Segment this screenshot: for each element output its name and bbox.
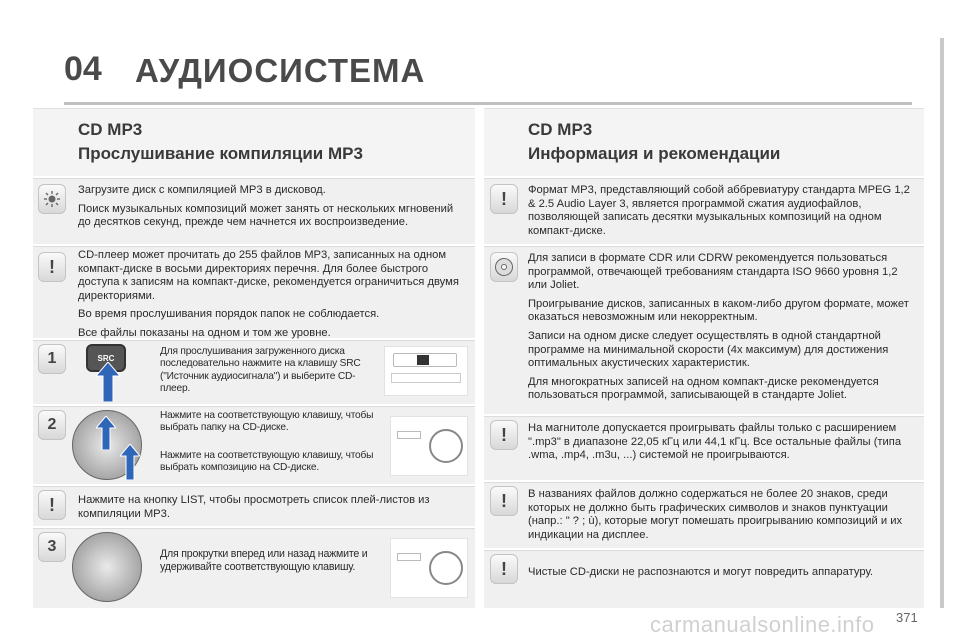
blue-arrow-icon (120, 444, 140, 480)
right-section-header (484, 108, 924, 176)
radio-panel-illustration-2 (390, 416, 468, 476)
exclamation-icon: ! (490, 420, 518, 450)
paragraph: CD-плеер может прочитать до 255 файлов MP3, записанных на одном компакт-диске в восьми директориях перечня. Для более быстрого доступа к записям на компакт-диске, рекомендуется ограничиться двумя директориями. (78, 249, 459, 302)
exclamation-icon: ! (490, 184, 518, 214)
text-step-1: Для прослушивания загруженного диска последовательно нажмите на клавишу SRC ("Источник аудиосигнала") и выберите CD-плеер. (160, 346, 361, 395)
navigation-dial-illustration (72, 532, 142, 602)
text-files-limits (78, 249, 463, 346)
paragraph: Проигрывание дисков, записанных в каком-либо другом формате, может оказаться невозможным или некорректным. (528, 297, 909, 324)
radio-panel-illustration-3 (390, 538, 468, 598)
paragraph: Все файлы показаны на одном и том же уровне. (78, 326, 331, 339)
exclamation-icon: ! (490, 486, 518, 516)
step-number-badge: 2 (38, 410, 66, 440)
blue-arrow-icon (96, 416, 116, 450)
chapter-number: 04 (64, 50, 102, 88)
left-section-title-line2: Прослушивание компиляции MP3 (78, 144, 363, 163)
text-recording (528, 252, 918, 408)
text-filenames: В названиях файлов должно содержаться не более 20 знаков, среди которых не должно быть графических символов и знаков пунктуации (напр.: " ? ; ù), которые могут помешать проигрыванию композиций и их индикации на дисплее. (528, 488, 903, 541)
right-section-title-line1: CD MP3 (528, 120, 593, 139)
watermark: carmanualsonline.info (650, 612, 875, 637)
step-number-badge: 3 (38, 532, 66, 562)
text-step-2b: Нажмите на соответствующую клавишу, чтобы выбрать композицию на CD-диске. (160, 450, 374, 474)
text-step-3: Для прокрутки вперед или назад нажмите и удерживайте соответствующую клавишу. (160, 548, 368, 573)
paragraph: Для записи в формате CDR или CDRW рекомендуется пользоваться программой, отвечающей требованиям стандарта ISO 9660 уровня 1,2 или Joliet. (528, 252, 898, 292)
radio-panel-illustration-1 (384, 346, 468, 396)
exclamation-icon: ! (38, 490, 66, 520)
cd-disc-icon (490, 252, 518, 282)
blue-arrow-icon (96, 362, 130, 402)
page-edge-bar (940, 38, 944, 608)
left-section-header (33, 108, 475, 176)
text-list-button: Нажмите на кнопку LIST, чтобы просмотреть список плей-листов из компиляции MP3. (78, 494, 430, 520)
left-section-title-line1: CD MP3 (78, 120, 143, 139)
header-divider (64, 102, 912, 105)
paragraph: Записи на одном диске следует осуществлять в одной стандартной программе на минимальной скорости (4x максимум) для достижения оптимальных акустических характеристик. (528, 329, 889, 370)
text-mp3-format: Формат MP3, представляющий собой аббревиатуру стандарта MPEG 1,2 & 2.5 Audio Layer 3, является программой сжатия аудиофайлов, позволяющей записать десятки музыкальных композиций на одном компакт-диске. (528, 184, 910, 237)
text-extensions: На магнитоле допускается проигрывать файлы только с расширением ".mp3" в диапазоне 22,05 кГц или 44,1 кГц. Все остальные файлы (типа .wma, .mp4, .m3u, ...) системой не проигрываются. (528, 422, 902, 462)
text-load-disc (78, 184, 463, 235)
exclamation-icon: ! (38, 252, 66, 282)
src-key-illustration: SRC (86, 344, 126, 372)
text-blank-cd: Чистые CD-диски не распознаются и могут повредить аппаратуру. (528, 566, 874, 578)
step-number-badge: 1 (38, 344, 66, 374)
right-section-title-line2: Информация и рекомендации (528, 144, 781, 163)
sun-info-icon (38, 184, 66, 214)
page-number: 371 (896, 610, 918, 625)
exclamation-icon: ! (490, 554, 518, 584)
paragraph: Загрузите диск с компиляцией MP3 в дисковод. (78, 184, 326, 196)
paragraph: Во время прослушивания порядок папок не соблюдается. (78, 308, 380, 321)
paragraph: Поиск музыкальных композиций может занять от нескольких мгновений до десятков секунд, прежде чем начнется их воспроизведение. (78, 202, 454, 229)
text-step-2a: Нажмите на соответствующую клавишу, чтобы выбрать папку на CD-диске. (160, 410, 374, 434)
chapter-title: АУДИОСИСТЕМА (135, 52, 426, 89)
paragraph: Для многократных записей на одном компакт-диске рекомендуется пользоваться программой, записывающей в стандарте Joliet. (528, 375, 879, 402)
